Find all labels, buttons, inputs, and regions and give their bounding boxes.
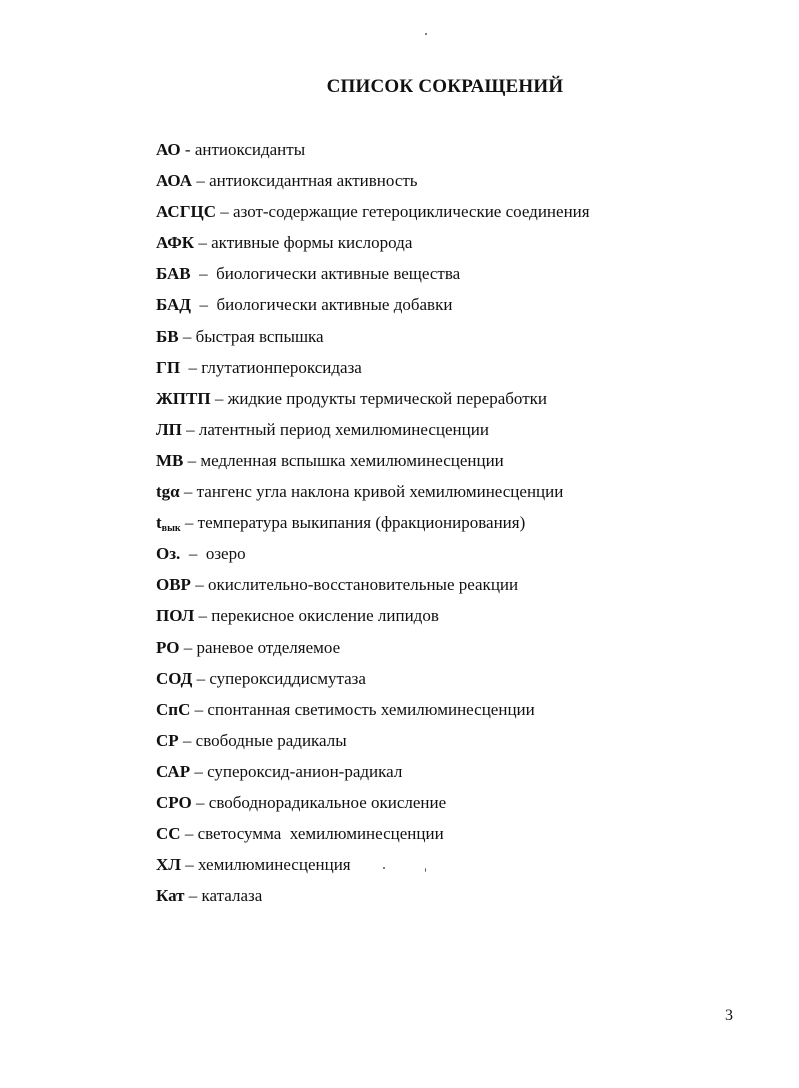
abbreviation-term-text: ХЛ (156, 855, 181, 875)
abbreviation-term-text: t (156, 513, 162, 533)
abbreviation-separator: – (180, 513, 198, 533)
abbreviation-separator: – (216, 202, 234, 222)
abbreviation-entry (156, 232, 590, 263)
abbreviation-separator: – (181, 419, 199, 439)
abbreviation-definition: азот-содержащие гетероциклические соединения (233, 202, 590, 222)
abbreviation-definition: жидкие продукты термической переработки (227, 388, 547, 408)
abbreviation-separator: – (190, 699, 208, 719)
abbreviation-term (156, 264, 191, 283)
abbreviation-term (156, 606, 194, 625)
abbreviation-definition: светосумма хемилюминесценции (197, 824, 444, 844)
abbreviation-definition: активные формы кислорода (211, 233, 413, 253)
abbreviation-definition: озеро (205, 544, 246, 564)
page-number: 3 (725, 1007, 733, 1024)
abbreviation-definition: глутатионпероксидаза (201, 357, 362, 377)
abbreviation-term-text: ПОЛ (156, 606, 195, 626)
abbreviation-separator: – (178, 326, 196, 346)
abbreviation-separator: – (178, 730, 196, 750)
abbreviation-definition: латентный период хемилюминесценции (198, 419, 489, 439)
abbreviation-term-text: ЛП (156, 419, 182, 439)
abbreviation-separator: – (179, 637, 197, 657)
abbreviation-separator: – (180, 544, 206, 564)
abbreviation-term-text: БАВ (156, 264, 191, 284)
abbreviation-term (156, 731, 179, 750)
abbreviation-definition: биологически активные добавки (216, 295, 453, 315)
abbreviation-term (156, 638, 180, 657)
abbreviation-term-text: АО (156, 140, 181, 159)
abbreviation-term-text: ЖПТП (156, 388, 211, 408)
abbreviation-entry (156, 294, 590, 325)
abbreviation-term (156, 824, 181, 843)
abbreviation-list (156, 139, 590, 916)
abbreviation-separator: – (191, 792, 209, 812)
abbreviation-entry (156, 201, 590, 232)
abbreviation-separator: – (180, 855, 198, 875)
abbreviation-definition: хемилюминесценция (197, 855, 351, 875)
abbreviation-definition: перекисное окисление липидов (211, 606, 439, 626)
abbreviation-separator: – (194, 233, 212, 253)
abbreviation-separator: – (192, 171, 210, 191)
abbreviation-definition: антиоксиданты (194, 140, 306, 159)
abbreviation-separator: – (180, 357, 202, 377)
abbreviation-separator: – (183, 450, 201, 470)
abbreviation-definition: каталаза (201, 886, 263, 906)
abbreviation-separator: – (190, 761, 208, 781)
abbreviation-entry (156, 263, 590, 294)
abbreviation-separator: – (179, 482, 197, 502)
abbreviation-term-subscript: вык (161, 523, 181, 535)
abbreviation-definition: свободные радикалы (195, 730, 347, 750)
abbreviation-definition: тангенс угла наклона кривой хемилюминесценции (196, 482, 564, 502)
abbreviation-term (156, 358, 180, 377)
abbreviation-entry (156, 450, 590, 481)
abbreviation-term (156, 513, 181, 535)
abbreviation-term-text: МВ (156, 450, 184, 470)
abbreviation-definition: быстрая вспышка (195, 326, 324, 346)
abbreviation-term-text: АФК (156, 233, 195, 253)
abbreviation-definition: биологически активные вещества (216, 264, 461, 284)
abbreviation-term-text: Оз. (156, 544, 181, 564)
scan-speck (425, 33, 427, 35)
abbreviation-entry (156, 388, 590, 419)
abbreviation-entry (156, 668, 590, 699)
abbreviation-term (156, 233, 194, 252)
abbreviation-separator: – (192, 668, 210, 688)
abbreviation-entry (156, 637, 590, 668)
abbreviation-entry (156, 761, 590, 792)
abbreviation-term-text: ОВР (156, 575, 191, 595)
abbreviation-term-text: АСГЦС (156, 202, 217, 222)
abbreviation-term (156, 793, 192, 812)
abbreviation-term (156, 202, 216, 221)
abbreviation-entry (156, 481, 590, 512)
abbreviation-definition: супероксиддисмутаза (209, 668, 366, 688)
abbreviation-separator: – (210, 388, 228, 408)
abbreviation-entry (156, 543, 590, 574)
abbreviation-definition: медленная вспышка хемилюминесценции (200, 450, 504, 470)
abbreviation-entry (156, 512, 590, 543)
abbreviation-term (156, 140, 181, 159)
abbreviation-entry (156, 326, 590, 357)
abbreviation-entry (156, 357, 590, 388)
abbreviation-term-text: СРО (156, 792, 192, 812)
abbreviation-definition: спонтанная светимость хемилюминесценции (207, 699, 535, 719)
abbreviation-entry (156, 605, 590, 636)
abbreviation-entry (156, 730, 590, 761)
abbreviation-entry (156, 885, 590, 916)
abbreviation-term-text: САР (156, 761, 191, 781)
abbreviation-definition: супероксид-анион-радикал (207, 761, 403, 781)
abbreviation-term-text: СР (156, 730, 179, 750)
abbreviation-term-text: БАД (156, 295, 191, 315)
abbreviation-separator: – (184, 886, 202, 906)
page-title: СПИСОК СОКРАЩЕНИЙ (326, 76, 564, 97)
abbreviation-term-text: Кат (156, 886, 185, 906)
abbreviation-definition: окислительно-восстановительные реакции (207, 575, 519, 595)
abbreviation-separator: – (190, 575, 208, 595)
abbreviation-entry (156, 574, 590, 605)
abbreviation-term (156, 855, 181, 874)
abbreviation-definition: температура выкипания (фракционирования) (197, 513, 526, 533)
abbreviation-separator: – (194, 606, 212, 626)
abbreviation-entry (156, 419, 590, 450)
abbreviation-entry (156, 139, 590, 170)
abbreviation-term (156, 544, 180, 563)
abbreviation-definition: свободнорадикальное окисление (208, 792, 447, 812)
abbreviation-term-text: tgα (156, 482, 180, 502)
abbreviation-separator: – (191, 295, 217, 315)
abbreviation-term-text: СОД (156, 668, 193, 688)
abbreviation-term (156, 700, 190, 719)
abbreviation-term-text: АОА (156, 171, 193, 191)
abbreviation-definition: антиоксидантная активность (209, 171, 418, 191)
abbreviation-term-text: СпС (156, 699, 191, 719)
abbreviation-term (156, 762, 190, 781)
abbreviation-term (156, 389, 211, 408)
abbreviation-entry (156, 699, 590, 730)
abbreviation-entry (156, 854, 590, 885)
abbreviation-entry (156, 792, 590, 823)
abbreviation-term (156, 886, 185, 905)
abbreviation-separator: - (180, 140, 195, 159)
abbreviation-definition: раневое отделяемое (196, 637, 341, 657)
abbreviation-term-text: ГП (156, 357, 181, 377)
abbreviation-term (156, 669, 192, 688)
abbreviation-term (156, 420, 182, 439)
abbreviation-separator: – (180, 824, 198, 844)
abbreviation-term (156, 327, 179, 346)
abbreviation-term (156, 451, 183, 470)
abbreviation-term (156, 171, 192, 190)
abbreviation-entry (156, 170, 590, 201)
abbreviation-term-text: СС (156, 824, 181, 844)
abbreviation-term (156, 482, 180, 501)
abbreviation-separator: – (190, 264, 217, 284)
abbreviation-term (156, 295, 191, 314)
abbreviation-entry (156, 823, 590, 854)
abbreviation-term-text: РО (156, 637, 180, 657)
abbreviation-term (156, 575, 191, 594)
abbreviation-term-text: БВ (156, 326, 179, 346)
